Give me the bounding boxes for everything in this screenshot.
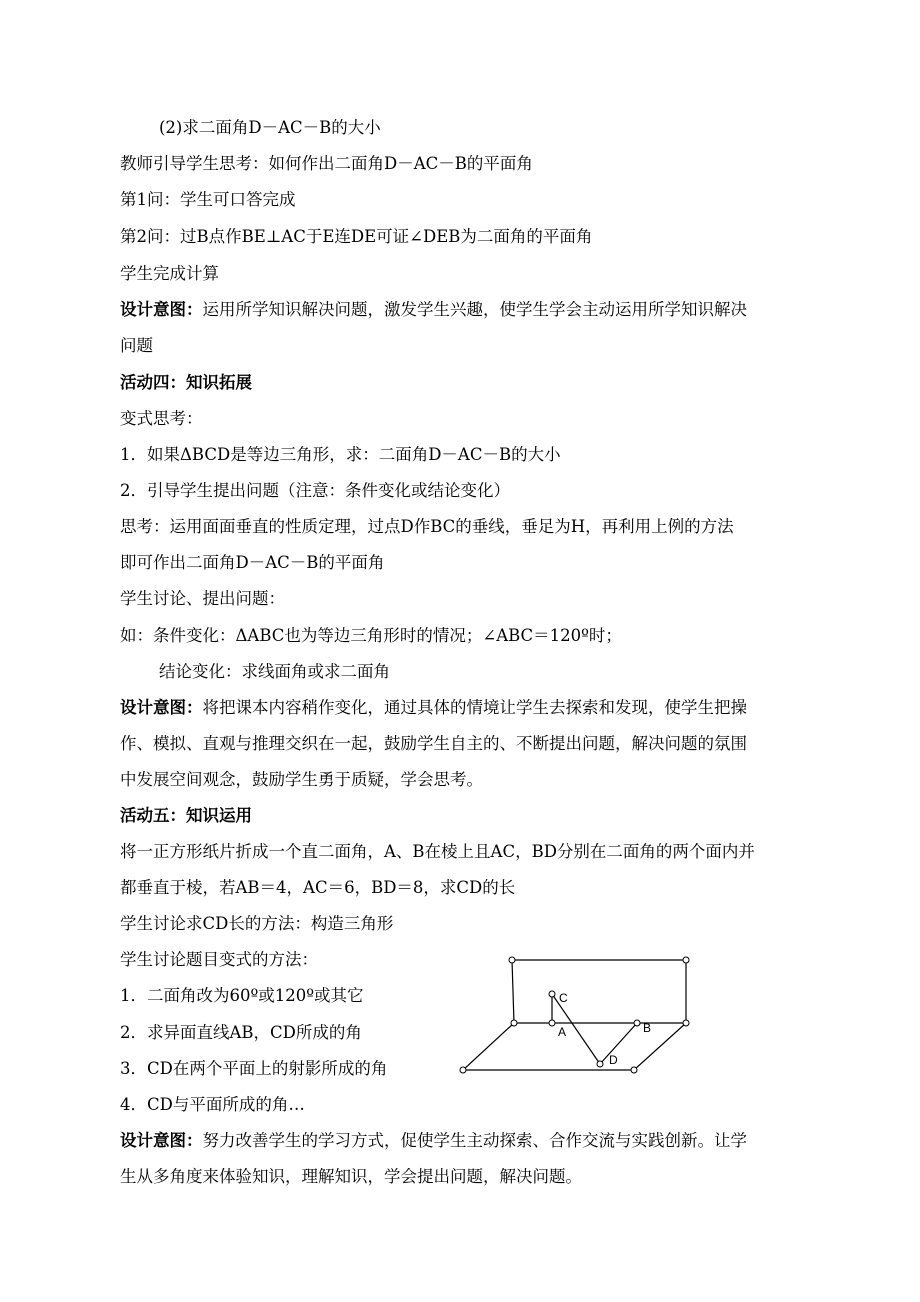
line-thinking: 思考：运用面面垂直的性质定理，过点D作BC的垂线，垂足为H，再利用上例的方法 [120, 517, 734, 536]
line-problem-cont: 都垂直于棱，若AB＝4，AC＝6，BD＝8，求CD的长 [120, 878, 516, 897]
line-question-2: (2)求二面角D－AC－B的大小 [159, 118, 381, 137]
point-b-dot [634, 1020, 640, 1026]
heading-activity-5: 活动五：知识运用 [120, 806, 252, 825]
vertex-dot [631, 1067, 637, 1073]
label-d: D [609, 1053, 618, 1067]
line-variant-method: 学生讨论题目变式的方法： [120, 950, 318, 969]
line-conclusion-change: 结论变化：求线面角或求二面角 [159, 662, 390, 681]
vertex-dot [683, 957, 689, 963]
line-variant-1: 1．如果ΔBCD是等边三角形，求：二面角D－AC－B的大小 [120, 445, 561, 464]
label-c: C [559, 991, 568, 1005]
design-intent-label: 设计意图： [120, 1131, 203, 1150]
point-c-dot [549, 991, 555, 997]
line-q2: 第2问：过B点作BE⊥AC于E连DE可证∠DEB为二面角的平面角 [120, 227, 593, 246]
design-intent-2-cont2: 中发展空间观念，鼓励学生勇于质疑，学会思考。 [120, 770, 483, 789]
line-thinking-cont: 即可作出二面角D－AC－B的平面角 [120, 553, 385, 572]
label-b: B [643, 1021, 652, 1035]
design-intent-2 [120, 696, 747, 720]
design-intent-1-cont: 问题 [120, 336, 153, 355]
line-student-calc: 学生完成计算 [120, 264, 219, 283]
design-intent-label: 设计意图： [120, 698, 203, 717]
design-intent-text: 运用所学知识解决问题，激发学生兴趣，使学生学会主动运用所学知识解决 [202, 300, 747, 319]
vertex-dot [683, 1020, 689, 1026]
line-q1: 第1问：学生可口答完成 [120, 190, 296, 209]
line-teacher-guide: 教师引导学生思考：如何作出二面角D－AC－B的平面角 [120, 154, 533, 173]
vertex-dot [460, 1067, 466, 1073]
design-intent-label: 设计意图： [120, 300, 203, 319]
label-a: A [558, 1025, 567, 1039]
vertex-dot [511, 1020, 517, 1026]
point-a-dot [549, 1020, 555, 1026]
line-method-1: 1．二面角改为60º或120º或其它 [120, 986, 364, 1005]
line-method: 学生讨论求CD长的方法：构造三角形 [120, 914, 394, 933]
design-intent-text: 努力改善学生的学习方式，促使学生主动探索、合作交流与实践创新。让学 [202, 1131, 747, 1150]
line-variant-thinking: 变式思考： [120, 409, 203, 428]
line-method-4: 4．CD与平面所成的角… [120, 1095, 305, 1114]
design-intent-3-cont: 生从多角度来体验知识，理解知识，学会提出问题，解决问题。 [120, 1167, 582, 1186]
heading-activity-4: 活动四：知识拓展 [120, 373, 252, 392]
line-problem: 将一正方形纸片折成一个直二面角，A、B在棱上且AC，BD分别在二面角的两个面内并 [120, 842, 755, 861]
dihedral-angle-figure [455, 950, 705, 1075]
line-method-2: 2．求异面直线AB，CD所成的角 [120, 1023, 362, 1042]
design-intent-3 [120, 1129, 747, 1153]
point-d-dot [597, 1061, 603, 1067]
vertex-dot [509, 957, 515, 963]
lower-plane-outline [463, 1023, 686, 1070]
line-variant-2: 2．引导学生提出问题（注意：条件变化或结论变化） [120, 481, 510, 500]
design-intent-2-cont1: 作、模拟、直观与推理交织在一起，鼓励学生自主的、不断提出问题，解决问题的氛围 [120, 734, 747, 753]
segment-bd [600, 1023, 637, 1064]
design-intent-1 [120, 298, 747, 322]
design-intent-text: 将把课本内容稍作变化，通过具体的情境让学生去探索和发现，使学生把操 [202, 698, 747, 717]
line-method-3: 3．CD在两个平面上的射影所成的角 [120, 1059, 388, 1078]
upper-plane-outline [512, 960, 686, 1023]
line-discussion: 学生讨论、提出问题： [120, 589, 285, 608]
line-condition-change: 如：条件变化：ΔABC也为等边三角形时的情况；∠ABC＝120º时； [120, 626, 622, 645]
